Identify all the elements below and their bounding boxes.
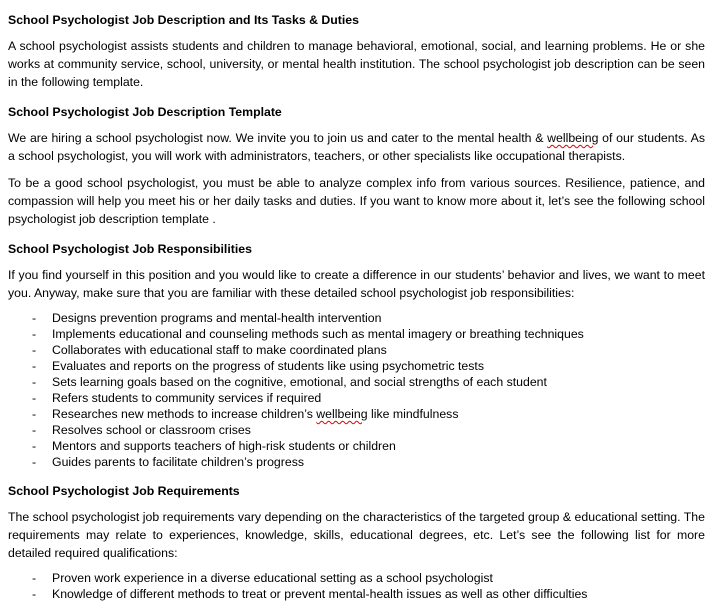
- list-item: [32, 310, 705, 326]
- bullet-dash: -: [32, 391, 37, 405]
- text-segment: Mentors and supports teachers of high-risk students or children: [52, 439, 396, 453]
- list-item-text: [52, 406, 705, 422]
- bullet-dash: -: [32, 455, 37, 469]
- bullet-dash: -: [32, 587, 37, 601]
- bullet-dash: -: [32, 423, 37, 437]
- list-item-text: [52, 342, 705, 358]
- text-segment: Collaborates with educational staff to make coordinated plans: [52, 343, 387, 357]
- list-item-text: [52, 310, 705, 326]
- paragraph: [8, 37, 705, 91]
- list-item-text: [52, 358, 705, 374]
- bullet-dash: -: [32, 343, 37, 357]
- spellcheck-flagged-word: wellbeing: [547, 131, 599, 145]
- document-body: [8, 12, 705, 602]
- list-item-text: [52, 390, 705, 406]
- paragraph: [8, 508, 705, 562]
- list-item: [32, 422, 705, 438]
- text-segment: Researches new methods to increase children’s: [52, 407, 317, 421]
- list-item-text: [52, 570, 705, 586]
- text-segment: To be a good school psychologist, you must be able to analyze complex info from various sources. Resilience, patience, and compassion will help you meet his or her daily tasks and duties. If you want to know more about it, let’s see the following school psychologist job description template .: [8, 176, 705, 226]
- bullet-dash: -: [32, 439, 37, 453]
- section-heading: School Psychologist Job Responsibilities: [8, 242, 252, 256]
- text-segment: Sets learning goals based on the cognitive, emotional, and social strengths of each student: [52, 375, 547, 389]
- bullet-list: [8, 570, 705, 602]
- text-segment: We are hiring a school psychologist now. We invite you to join us and cater to the mental health &: [8, 131, 548, 145]
- section-heading: School Psychologist Job Description and Its Tasks & Duties: [8, 13, 359, 27]
- spellcheck-flagged-word: wellbeing: [316, 407, 368, 421]
- paragraph: [8, 174, 705, 228]
- text-segment: If you find yourself in this position and you would like to create a difference in our students’ behavior and lives, we want to meet you. Anyway, make sure that you are familiar with these detailed school psychologist job responsibilities:: [8, 268, 705, 300]
- list-item: [32, 586, 705, 602]
- list-item-text: [52, 326, 705, 342]
- text-segment: Guides parents to facilitate children’s progress: [52, 455, 304, 469]
- text-segment: like mindfulness: [367, 407, 459, 421]
- text-segment: Refers students to community services if required: [52, 391, 322, 405]
- bullet-dash: -: [32, 375, 37, 389]
- text-segment: Proven work experience in a diverse educational setting as a school psychologist: [52, 571, 493, 585]
- text-segment: of our students. As a school psychologist, you will work with administrators, teachers, or other specialists like occupational therapists.: [8, 131, 705, 163]
- list-item-text: [52, 374, 705, 390]
- list-item: [32, 438, 705, 454]
- text-segment: Designs prevention programs and mental-health intervention: [52, 311, 382, 325]
- section-heading: School Psychologist Job Description Template: [8, 105, 282, 119]
- bullet-dash: -: [32, 327, 37, 341]
- list-item: [32, 374, 705, 390]
- list-item: [32, 454, 705, 470]
- text-segment: Implements educational and counseling methods such as mental imagery or breathing techniques: [52, 327, 584, 341]
- list-item-text: [52, 454, 705, 470]
- list-item-text: [52, 586, 705, 602]
- list-item-text: [52, 422, 705, 438]
- text-segment: Evaluates and reports on the progress of students like using psychometric tests: [52, 359, 484, 373]
- paragraph: [8, 129, 705, 165]
- text-segment: A school psychologist assists students and children to manage behavioral, emotional, social, and learning problems. He or she works at community service, school, university, or mental health institution. The school psychologist job description can be seen in the following template.: [8, 39, 705, 89]
- list-item-text: [52, 438, 705, 454]
- bullet-dash: -: [32, 571, 37, 585]
- bullet-list: [8, 310, 705, 470]
- list-item: [32, 326, 705, 342]
- text-segment: Knowledge of different methods to treat or prevent mental-health issues as well as other difficulties: [52, 587, 588, 601]
- list-item: [32, 390, 705, 406]
- bullet-dash: -: [32, 407, 37, 421]
- list-item: [32, 570, 705, 586]
- list-item: [32, 406, 705, 422]
- paragraph: [8, 266, 705, 302]
- section-heading: School Psychologist Job Requirements: [8, 484, 240, 498]
- bullet-dash: -: [32, 359, 37, 373]
- list-item: [32, 358, 705, 374]
- bullet-dash: -: [32, 311, 37, 325]
- list-item: [32, 342, 705, 358]
- text-segment: The school psychologist job requirements vary depending on the characteristics of the targeted group & educational setting. The requirements may relate to experiences, knowledge, skills, educational degrees, etc. Let’s see the following list for more detailed required qualifications:: [8, 510, 705, 560]
- text-segment: Resolves school or classroom crises: [52, 423, 251, 437]
